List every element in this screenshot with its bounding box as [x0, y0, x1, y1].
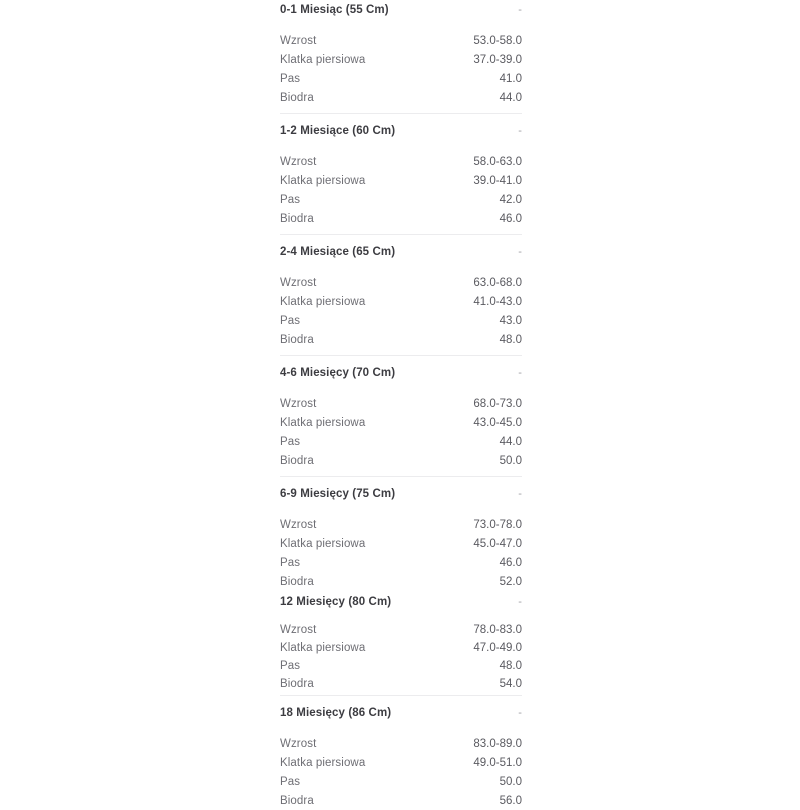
- measurement-rows: [280, 515, 522, 591]
- measurement-label: Wzrost: [280, 624, 317, 636]
- measurement-row: [280, 657, 522, 675]
- measurement-value: 53.0-58.0: [473, 34, 522, 47]
- measurement-row: [280, 753, 522, 772]
- size-section-header: [280, 3, 522, 17]
- measurement-value: 73.0-78.0: [473, 518, 522, 531]
- measurement-row: [280, 791, 522, 810]
- measurement-value: 43.0-45.0: [473, 416, 522, 429]
- size-section: [280, 355, 522, 470]
- size-section-title: 18 Miesięcy (86 Cm): [280, 707, 392, 719]
- measurement-label: Klatka piersiowa: [280, 537, 366, 550]
- size-section-header: [280, 366, 522, 380]
- measurement-value: 50.0: [499, 454, 522, 467]
- measurement-label: Pas: [280, 775, 301, 788]
- measurement-value: 48.0: [499, 333, 522, 346]
- measurement-value: 50.0: [499, 775, 522, 788]
- measurement-label: Wzrost: [280, 155, 317, 168]
- measurement-label: Klatka piersiowa: [280, 53, 366, 66]
- measurement-label: Klatka piersiowa: [280, 756, 366, 769]
- measurement-value: 46.0: [499, 556, 522, 569]
- measurement-label: Biodra: [280, 575, 314, 588]
- measurement-row: [280, 734, 522, 753]
- size-section-dash: -: [518, 125, 522, 137]
- size-section: [280, 113, 522, 228]
- measurement-label: Pas: [280, 660, 301, 672]
- measurement-row: [280, 152, 522, 171]
- size-section-dash: -: [518, 596, 522, 608]
- measurement-value: 49.0-51.0: [473, 756, 522, 769]
- measurement-value: 44.0: [499, 91, 522, 104]
- size-section-title: 0-1 Miesiąc (55 Cm): [280, 4, 389, 16]
- measurement-value: 39.0-41.0: [473, 174, 522, 187]
- measurement-row: [280, 572, 522, 591]
- size-section-dash: -: [518, 367, 522, 379]
- size-section-header: [280, 124, 522, 138]
- measurement-value: 41.0-43.0: [473, 295, 522, 308]
- size-section-title: 6-9 Miesięcy (75 Cm): [280, 488, 396, 500]
- measurement-row: [280, 534, 522, 553]
- measurement-value: 54.0: [499, 678, 522, 690]
- measurement-row: [280, 273, 522, 292]
- measurement-rows: [280, 734, 522, 810]
- measurement-rows: [280, 152, 522, 228]
- measurement-row: [280, 515, 522, 534]
- measurement-row: [280, 621, 522, 639]
- size-section-dash: -: [518, 488, 522, 500]
- measurement-row: [280, 451, 522, 470]
- measurement-label: Biodra: [280, 794, 314, 807]
- measurement-label: Biodra: [280, 91, 314, 104]
- measurement-label: Biodra: [280, 212, 314, 225]
- measurement-row: [280, 772, 522, 791]
- measurement-row: [280, 69, 522, 88]
- measurement-label: Klatka piersiowa: [280, 174, 366, 187]
- measurement-row: [280, 311, 522, 330]
- measurement-row: [280, 639, 522, 657]
- measurement-label: Wzrost: [280, 34, 317, 47]
- size-chart: [280, 0, 522, 810]
- measurement-label: Klatka piersiowa: [280, 416, 366, 429]
- measurement-value: 48.0: [499, 660, 522, 672]
- size-section-header: [280, 706, 522, 720]
- measurement-label: Pas: [280, 435, 301, 448]
- measurement-label: Pas: [280, 72, 301, 85]
- measurement-label: Biodra: [280, 333, 314, 346]
- size-section-header: [280, 487, 522, 501]
- measurement-row: [280, 413, 522, 432]
- measurement-row: [280, 553, 522, 572]
- measurement-value: 58.0-63.0: [473, 155, 522, 168]
- measurement-label: Wzrost: [280, 397, 317, 410]
- size-section: [280, 591, 522, 693]
- measurement-label: Wzrost: [280, 737, 317, 750]
- measurement-label: Wzrost: [280, 276, 317, 289]
- measurement-label: Wzrost: [280, 518, 317, 531]
- size-section-header: [280, 245, 522, 259]
- measurement-value: 56.0: [499, 794, 522, 807]
- measurement-rows: [280, 31, 522, 107]
- size-section-dash: -: [518, 4, 522, 16]
- measurement-row: [280, 171, 522, 190]
- measurement-row: [280, 675, 522, 693]
- measurement-value: 42.0: [499, 193, 522, 206]
- measurement-label: Pas: [280, 556, 301, 569]
- measurement-row: [280, 209, 522, 228]
- measurement-label: Pas: [280, 314, 301, 327]
- size-section-title: 12 Miesięcy (80 Cm): [280, 596, 392, 608]
- size-section: [280, 476, 522, 591]
- measurement-row: [280, 190, 522, 209]
- measurement-row: [280, 394, 522, 413]
- measurement-rows: [280, 394, 522, 470]
- measurement-row: [280, 432, 522, 451]
- size-section: [280, 695, 522, 810]
- measurement-value: 47.0-49.0: [473, 642, 522, 654]
- measurement-row: [280, 292, 522, 311]
- measurement-value: 63.0-68.0: [473, 276, 522, 289]
- measurement-value: 43.0: [499, 314, 522, 327]
- measurement-row: [280, 330, 522, 349]
- size-section: [280, 234, 522, 349]
- size-section-dash: -: [518, 707, 522, 719]
- measurement-value: 52.0: [499, 575, 522, 588]
- measurement-label: Klatka piersiowa: [280, 642, 366, 654]
- measurement-rows: [280, 621, 522, 693]
- measurement-rows: [280, 273, 522, 349]
- size-section-dash: -: [518, 246, 522, 258]
- measurement-label: Biodra: [280, 678, 314, 690]
- measurement-label: Klatka piersiowa: [280, 295, 366, 308]
- measurement-value: 46.0: [499, 212, 522, 225]
- measurement-label: Pas: [280, 193, 301, 206]
- measurement-row: [280, 50, 522, 69]
- measurement-label: Biodra: [280, 454, 314, 467]
- measurement-value: 83.0-89.0: [473, 737, 522, 750]
- measurement-row: [280, 31, 522, 50]
- size-section-title: 4-6 Miesięcy (70 Cm): [280, 367, 396, 379]
- measurement-row: [280, 88, 522, 107]
- measurement-value: 45.0-47.0: [473, 537, 522, 550]
- measurement-value: 68.0-73.0: [473, 397, 522, 410]
- measurement-value: 78.0-83.0: [473, 624, 522, 636]
- measurement-value: 41.0: [499, 72, 522, 85]
- size-section-title: 2-4 Miesiące (65 Cm): [280, 246, 396, 258]
- measurement-value: 44.0: [499, 435, 522, 448]
- size-section-header: [280, 595, 522, 609]
- measurement-value: 37.0-39.0: [473, 53, 522, 66]
- size-section: [280, 0, 522, 107]
- size-section-title: 1-2 Miesiące (60 Cm): [280, 125, 396, 137]
